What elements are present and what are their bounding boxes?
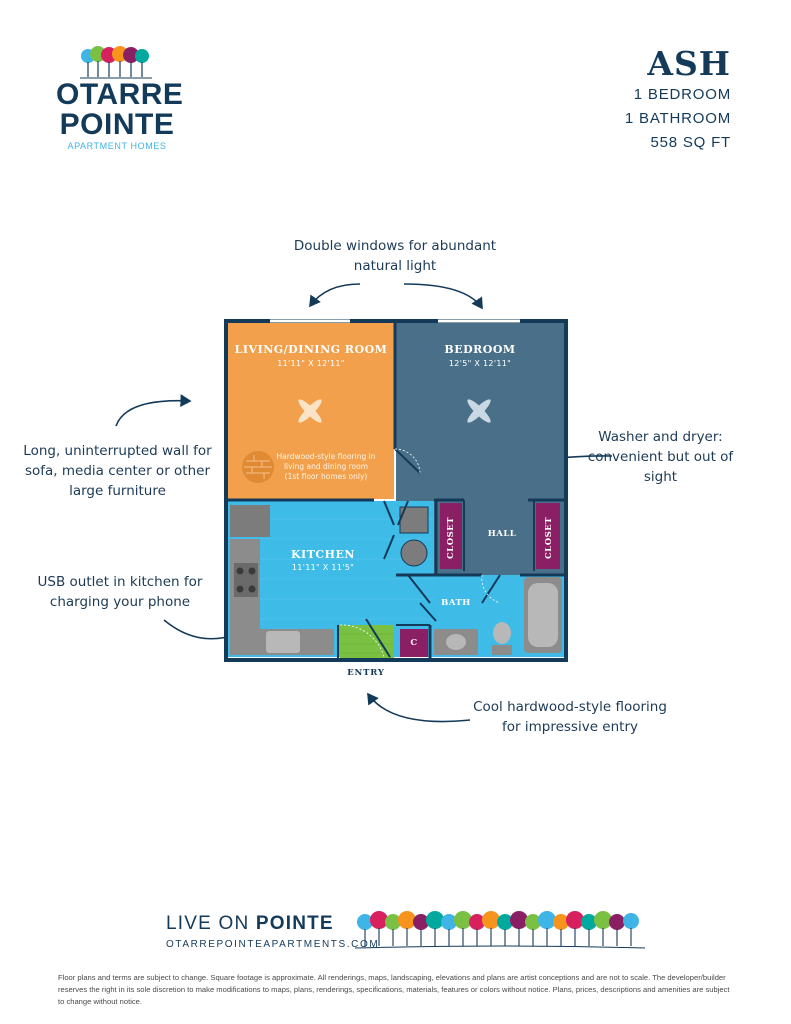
annotation-wall: Long, uninterrupted wall for sofa, media center or other large furniture	[23, 443, 212, 499]
arrow-wall	[116, 401, 190, 426]
living-room-name: LIVING/DINING ROOM	[234, 343, 388, 356]
kitchen-dims: 11'11" X 11'5"	[291, 563, 355, 572]
annotation-windows: Double windows for abundant natural light	[293, 238, 497, 274]
annotation-entry-floor: Cool hardwood-style flooring for impressive entry	[473, 699, 667, 735]
brand-name-line2: POINTE	[59, 108, 175, 141]
footer-trees-icon	[355, 908, 645, 954]
kitchen-name: KITCHEN	[291, 548, 355, 561]
brand-name-line1: OTARRE	[56, 78, 184, 111]
tagline-brand: POINTE	[255, 913, 334, 934]
arrow-entry	[368, 694, 470, 722]
entry-floor	[340, 625, 394, 659]
arrow-window-left	[310, 284, 360, 306]
living-room-dims: 11'11" X 12'11"	[277, 359, 345, 368]
entry-label: ENTRY	[347, 668, 385, 678]
unit-name: ASH	[647, 44, 731, 83]
tagline-prefix: LIVE ON	[166, 913, 256, 934]
unit-bathrooms: 1 BATHROOM	[624, 110, 731, 127]
disclaimer: Floor plans and terms are subject to change. Square footage is approximate. All renderings, maps, landscaping, elevations and plans are artist conceptions and are not to scale. The developer/builder reserves the right in its sole discretion to make modifications to maps, plans, renderings, specifications, materials, features or colors without notice. Plans, prices, descriptions and amenities are subject to change without notice.	[58, 973, 730, 1006]
coat-closet-label: C	[410, 638, 418, 648]
annotation-usb: USB outlet in kitchen for charging your phone	[37, 574, 203, 610]
website-url: OTARREPOINTEAPARTMENTS.COM	[166, 939, 380, 950]
tagline	[166, 913, 334, 935]
kitchen-sink	[266, 631, 300, 653]
annotation-washer: Washer and dryer: convenient but out of sight	[587, 429, 734, 485]
unit-bedrooms: 1 BEDROOM	[633, 86, 731, 103]
brand-subtitle: APARTMENT HOMES	[67, 141, 167, 151]
dryer	[401, 540, 427, 566]
arrow-window-right	[404, 284, 482, 308]
unit-area: 558 SQ FT	[650, 134, 731, 151]
hall-label: HALL	[487, 529, 517, 539]
fridge	[230, 505, 270, 537]
hardwood-floor-icon	[242, 451, 274, 483]
toilet	[493, 622, 511, 644]
living-room-note: Hardwood-style flooring in living and dining room (1st floor homes only)	[276, 452, 376, 481]
floor-plan	[224, 319, 568, 664]
bath-label: BATH	[441, 598, 471, 608]
bedroom-name: BEDROOM	[444, 343, 516, 356]
closet-1-label: CLOSET	[446, 516, 456, 560]
closet-2-label: CLOSET	[544, 516, 554, 560]
bedroom-dims: 12'5" X 12'11"	[448, 359, 512, 368]
